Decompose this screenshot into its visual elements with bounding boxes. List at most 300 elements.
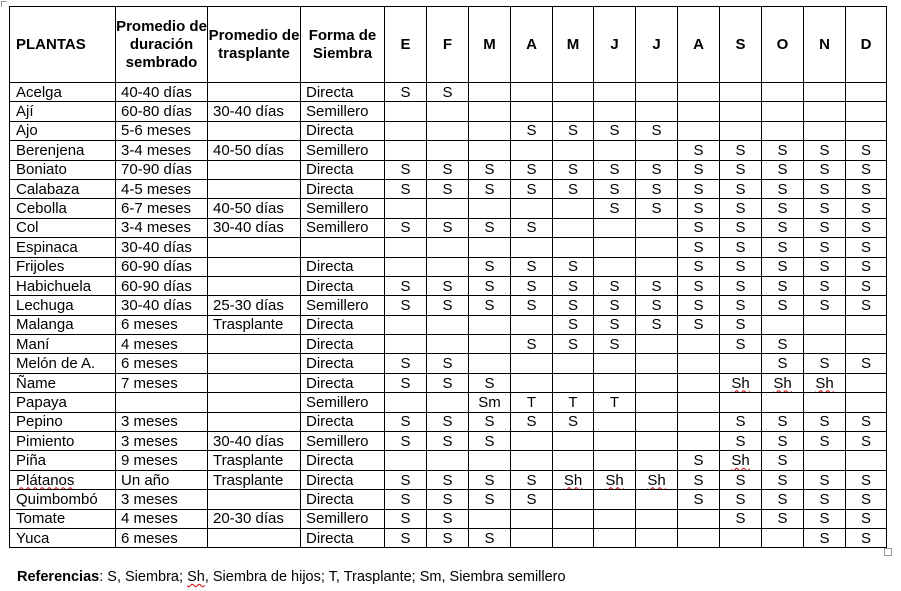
- month-cell-text: S: [777, 413, 788, 431]
- duration-cell-text: 9 meses: [121, 452, 178, 470]
- month-cell-text: S: [819, 141, 830, 159]
- method-cell-text: Directa: [306, 316, 354, 334]
- month-cell-text: S: [777, 277, 788, 295]
- month-cell-text: Sh: [773, 374, 792, 392]
- duration-cell-text: 5-6 meses: [121, 122, 192, 140]
- month-cell: [553, 528, 594, 547]
- month-cell-text: S: [860, 529, 871, 547]
- month-cell: [720, 354, 762, 373]
- month-cell: [636, 393, 678, 412]
- month-cell: [553, 179, 594, 198]
- month-cell: [846, 121, 887, 140]
- month-cell: [678, 528, 720, 547]
- month-cell: [720, 335, 762, 354]
- month-cell-text: S: [651, 296, 662, 314]
- month-cell-text: S: [819, 490, 830, 508]
- month-cell: [427, 354, 469, 373]
- month-cell: [720, 179, 762, 198]
- month-cell: [385, 102, 427, 121]
- month-cell-text: S: [819, 200, 830, 218]
- month-cell-text: S: [609, 316, 620, 334]
- month-cell: [846, 199, 887, 218]
- month-cell-text: S: [609, 122, 620, 140]
- month-cell: [804, 393, 846, 412]
- month-cell-text: S: [860, 258, 871, 276]
- month-cell-text: S: [442, 471, 453, 489]
- month-cell: [678, 354, 720, 373]
- header-plants: PLANTAS: [10, 7, 116, 83]
- month-cell: [469, 102, 511, 121]
- month-cell: [720, 490, 762, 509]
- plant-name-cell: [10, 490, 116, 509]
- month-cell: [636, 218, 678, 237]
- plant-name-cell: [10, 238, 116, 257]
- month-cell-text: S: [777, 238, 788, 256]
- month-cell-text: S: [777, 510, 788, 528]
- plant-name-cell: [10, 179, 116, 198]
- month-cell: [385, 179, 427, 198]
- month-cell: [427, 335, 469, 354]
- month-cell: [762, 218, 804, 237]
- month-cell: [511, 432, 553, 451]
- month-cell: [469, 257, 511, 276]
- table-move-handle[interactable]: [1, 1, 7, 7]
- month-cell: [594, 470, 636, 489]
- month-cell-text: S: [484, 374, 495, 392]
- month-cell: [678, 179, 720, 198]
- transplant-cell: [208, 121, 301, 140]
- month-cell-text: S: [526, 180, 537, 198]
- month-cell-text: S: [819, 277, 830, 295]
- header-month: E: [385, 7, 427, 83]
- month-cell: [636, 83, 678, 102]
- plant-name-cell: [10, 296, 116, 315]
- table-row: [10, 412, 887, 431]
- month-cell: [636, 179, 678, 198]
- month-cell-text: S: [693, 141, 704, 159]
- month-cell: [678, 509, 720, 528]
- month-cell: [511, 451, 553, 470]
- month-cell: [804, 373, 846, 392]
- month-cell: [385, 141, 427, 160]
- transplant-cell-text: 30-40 días: [213, 103, 284, 121]
- month-cell: [720, 315, 762, 334]
- month-cell-text: S: [735, 161, 746, 179]
- month-cell-text: S: [735, 141, 746, 159]
- month-cell-text: S: [735, 180, 746, 198]
- plant-name-cell-text: Habichuela: [16, 277, 92, 295]
- month-cell-text: S: [777, 180, 788, 198]
- month-cell: [762, 315, 804, 334]
- table-row: [10, 470, 887, 489]
- month-cell-text: S: [567, 335, 578, 353]
- month-cell-text: S: [526, 122, 537, 140]
- month-cell-text: S: [735, 432, 746, 450]
- plant-name-cell-text: Boniato: [16, 161, 67, 179]
- month-cell: [804, 218, 846, 237]
- month-cell: [720, 528, 762, 547]
- month-cell: [511, 373, 553, 392]
- month-cell: [511, 470, 553, 489]
- month-cell-text: S: [693, 316, 704, 334]
- month-cell: [846, 451, 887, 470]
- month-cell-text: S: [400, 355, 411, 373]
- month-cell: [636, 490, 678, 509]
- month-cell: [594, 296, 636, 315]
- duration-cell-text: Un año: [121, 471, 170, 489]
- month-cell-text: S: [567, 296, 578, 314]
- month-cell-text: S: [651, 316, 662, 334]
- month-cell-text: S: [819, 180, 830, 198]
- plant-name-cell-text: Tomate: [16, 510, 66, 528]
- method-cell: [301, 238, 385, 257]
- transplant-cell-text: 40-50 días: [213, 200, 284, 218]
- method-cell: [301, 276, 385, 295]
- method-cell: [301, 141, 385, 160]
- month-cell: [636, 296, 678, 315]
- month-cell-text: S: [735, 316, 746, 334]
- month-cell: [720, 141, 762, 160]
- month-cell: [594, 490, 636, 509]
- month-cell: [804, 102, 846, 121]
- month-cell-text: S: [819, 258, 830, 276]
- header-row: [10, 7, 887, 83]
- month-cell: [511, 238, 553, 257]
- month-cell: [553, 315, 594, 334]
- month-cell-text: S: [567, 258, 578, 276]
- header-month: M: [469, 7, 511, 83]
- month-cell: [511, 315, 553, 334]
- month-cell: [553, 509, 594, 528]
- transplant-cell: [208, 354, 301, 373]
- month-cell: [511, 218, 553, 237]
- month-cell: [469, 160, 511, 179]
- month-cell-text: S: [651, 200, 662, 218]
- duration-cell-text: 6 meses: [121, 529, 178, 547]
- month-cell: [427, 276, 469, 295]
- month-cell: [594, 238, 636, 257]
- plant-name-cell: [10, 160, 116, 179]
- month-cell: [553, 470, 594, 489]
- month-cell: [804, 490, 846, 509]
- plant-name-cell-text: Lechuga: [16, 296, 74, 314]
- month-cell: [720, 83, 762, 102]
- month-cell-text: S: [777, 335, 788, 353]
- month-cell: [469, 354, 511, 373]
- transplant-cell-text: 20-30 días: [213, 510, 284, 528]
- month-cell: [469, 238, 511, 257]
- month-cell-text: S: [819, 238, 830, 256]
- month-cell: [385, 354, 427, 373]
- month-cell: [636, 199, 678, 218]
- month-cell: [636, 335, 678, 354]
- month-cell: [804, 470, 846, 489]
- transplant-cell-text: Trasplante: [213, 471, 284, 489]
- table-resize-handle[interactable]: [884, 548, 892, 556]
- transplant-cell: [208, 451, 301, 470]
- month-cell: [636, 160, 678, 179]
- transplant-cell: [208, 179, 301, 198]
- month-cell: [762, 238, 804, 257]
- table-row: [10, 393, 887, 412]
- table-row: [10, 354, 887, 373]
- month-cell-text: S: [735, 510, 746, 528]
- transplant-cell-text: Trasplante: [213, 316, 284, 334]
- month-cell-text: S: [693, 490, 704, 508]
- month-cell-text: S: [609, 277, 620, 295]
- month-cell: [553, 296, 594, 315]
- plant-name-cell: [10, 412, 116, 431]
- month-cell: [427, 315, 469, 334]
- month-cell: [678, 335, 720, 354]
- plant-name-cell: [10, 432, 116, 451]
- month-cell-text: S: [400, 296, 411, 314]
- month-cell: [594, 141, 636, 160]
- month-cell-text: S: [651, 180, 662, 198]
- month-cell: [846, 335, 887, 354]
- month-cell: [846, 141, 887, 160]
- month-cell-text: S: [693, 180, 704, 198]
- duration-cell: [116, 315, 208, 334]
- month-cell-text: S: [860, 471, 871, 489]
- month-cell: [553, 218, 594, 237]
- month-cell: [427, 160, 469, 179]
- month-cell-text: S: [400, 413, 411, 431]
- month-cell-text: S: [442, 490, 453, 508]
- duration-cell-text: 6 meses: [121, 316, 178, 334]
- month-cell: [678, 432, 720, 451]
- month-cell: [804, 432, 846, 451]
- month-cell-text: S: [484, 296, 495, 314]
- transplant-cell: [208, 296, 301, 315]
- plant-name-cell-text: Ajo: [16, 122, 38, 140]
- month-cell-text: S: [400, 490, 411, 508]
- month-cell-text: S: [526, 296, 537, 314]
- month-cell: [594, 179, 636, 198]
- duration-cell-text: 4 meses: [121, 335, 178, 353]
- month-cell: [553, 335, 594, 354]
- duration-cell: [116, 528, 208, 547]
- month-cell: [427, 296, 469, 315]
- month-cell-text: S: [567, 413, 578, 431]
- month-cell: [804, 335, 846, 354]
- month-cell: [511, 528, 553, 547]
- table-row: [10, 257, 887, 276]
- month-cell-text: S: [860, 510, 871, 528]
- method-cell: [301, 121, 385, 140]
- transplant-cell: [208, 335, 301, 354]
- duration-cell-text: 30-40 días: [121, 238, 192, 256]
- month-cell: [846, 218, 887, 237]
- method-cell-text: Directa: [306, 161, 354, 179]
- month-cell-text: S: [526, 277, 537, 295]
- month-cell: [427, 490, 469, 509]
- month-cell: [594, 218, 636, 237]
- month-cell: [720, 276, 762, 295]
- month-cell: [762, 199, 804, 218]
- month-cell-text: S: [860, 355, 871, 373]
- month-cell: [469, 509, 511, 528]
- month-cell-text: S: [484, 471, 495, 489]
- month-cell: [427, 199, 469, 218]
- method-cell-text: Directa: [306, 335, 354, 353]
- month-cell: [427, 218, 469, 237]
- method-cell: [301, 528, 385, 547]
- duration-cell: [116, 257, 208, 276]
- month-cell: [594, 160, 636, 179]
- method-cell-text: Directa: [306, 258, 354, 276]
- plant-name-cell: [10, 470, 116, 489]
- month-cell: [553, 451, 594, 470]
- header-month: J: [636, 7, 678, 83]
- month-cell: [385, 335, 427, 354]
- month-cell: [427, 257, 469, 276]
- month-cell: [385, 160, 427, 179]
- month-cell-text: S: [442, 413, 453, 431]
- month-cell-text: S: [400, 471, 411, 489]
- month-cell-text: S: [693, 452, 704, 470]
- method-cell-text: Semillero: [306, 219, 369, 237]
- method-cell-text: Semillero: [306, 432, 369, 450]
- month-cell: [636, 509, 678, 528]
- month-cell-text: S: [777, 471, 788, 489]
- month-cell: [469, 315, 511, 334]
- month-cell-text: S: [400, 374, 411, 392]
- month-cell-text: S: [735, 219, 746, 237]
- month-cell: [678, 160, 720, 179]
- references-note: [17, 569, 566, 585]
- month-cell: [553, 432, 594, 451]
- month-cell: [469, 373, 511, 392]
- transplant-cell: [208, 393, 301, 412]
- month-cell-text: S: [777, 432, 788, 450]
- plant-name-cell-text: Frijoles: [16, 258, 65, 276]
- month-cell: [511, 354, 553, 373]
- month-cell: [636, 528, 678, 547]
- table-row: [10, 296, 887, 315]
- method-cell: [301, 296, 385, 315]
- month-cell: [846, 315, 887, 334]
- month-cell-text: S: [442, 529, 453, 547]
- month-cell-text: S: [819, 510, 830, 528]
- month-cell-text: S: [735, 413, 746, 431]
- transplant-cell: [208, 199, 301, 218]
- duration-cell: [116, 373, 208, 392]
- month-cell-text: S: [567, 277, 578, 295]
- month-cell-text: S: [693, 471, 704, 489]
- month-cell-text: S: [693, 258, 704, 276]
- month-cell-text: S: [484, 258, 495, 276]
- plant-name-cell: [10, 451, 116, 470]
- method-cell-text: Directa: [306, 83, 354, 101]
- duration-cell: [116, 393, 208, 412]
- month-cell-text: S: [442, 510, 453, 528]
- method-cell: [301, 102, 385, 121]
- duration-cell: [116, 218, 208, 237]
- month-cell: [678, 238, 720, 257]
- table-row: [10, 121, 887, 140]
- month-cell: [762, 160, 804, 179]
- transplant-cell-text: 30-40 días: [213, 219, 284, 237]
- month-cell: [804, 528, 846, 547]
- month-cell: [762, 490, 804, 509]
- month-cell: [678, 393, 720, 412]
- month-cell: [511, 509, 553, 528]
- month-cell: [553, 257, 594, 276]
- month-cell: [846, 432, 887, 451]
- month-cell: [469, 296, 511, 315]
- duration-cell-text: 7 meses: [121, 374, 178, 392]
- plant-name-cell-text: Piña: [16, 452, 47, 470]
- month-cell: [846, 238, 887, 257]
- transplant-cell: [208, 218, 301, 237]
- plant-name-cell-text: Papaya: [16, 393, 67, 411]
- month-cell: [385, 83, 427, 102]
- month-cell-text: Sh: [731, 452, 750, 470]
- month-cell: [553, 238, 594, 257]
- month-cell-text: S: [777, 490, 788, 508]
- header-month: N: [804, 7, 846, 83]
- method-cell: [301, 218, 385, 237]
- table-row: [10, 238, 887, 257]
- month-cell: [553, 373, 594, 392]
- duration-cell: [116, 102, 208, 121]
- month-cell: [594, 276, 636, 295]
- month-cell-text: S: [526, 258, 537, 276]
- plant-name-cell: [10, 509, 116, 528]
- month-cell-text: S: [526, 219, 537, 237]
- month-cell: [846, 179, 887, 198]
- method-cell: [301, 179, 385, 198]
- month-cell-text: S: [651, 122, 662, 140]
- plant-name-cell: [10, 218, 116, 237]
- plant-name-cell: [10, 528, 116, 547]
- month-cell-text: S: [442, 374, 453, 392]
- plant-name-cell-text: Yuca: [16, 529, 50, 547]
- month-cell: [636, 412, 678, 431]
- month-cell: [636, 102, 678, 121]
- month-cell: [762, 528, 804, 547]
- header-month: A: [678, 7, 720, 83]
- month-cell: [804, 509, 846, 528]
- table-row: [10, 276, 887, 295]
- month-cell-text: S: [735, 296, 746, 314]
- month-cell: [804, 199, 846, 218]
- plant-name-cell-text: Berenjena: [16, 141, 85, 159]
- month-cell-text: S: [609, 180, 620, 198]
- method-cell: [301, 83, 385, 102]
- month-cell-text: S: [777, 355, 788, 373]
- month-cell: [762, 276, 804, 295]
- duration-cell-text: 6-7 meses: [121, 200, 192, 218]
- duration-cell-text: 60-80 días: [121, 103, 192, 121]
- duration-cell: [116, 451, 208, 470]
- table-row: [10, 102, 887, 121]
- duration-cell-text: 60-90 días: [121, 277, 192, 295]
- month-cell-text: S: [442, 83, 453, 101]
- month-cell-text: S: [400, 277, 411, 295]
- plant-name-cell: [10, 393, 116, 412]
- transplant-cell: [208, 102, 301, 121]
- month-cell-text: S: [400, 219, 411, 237]
- month-cell: [678, 470, 720, 489]
- header-month: F: [427, 7, 469, 83]
- month-cell: [385, 276, 427, 295]
- method-cell-text: Directa: [306, 277, 354, 295]
- plant-name-cell-text: Pimiento: [16, 432, 75, 450]
- month-cell: [678, 373, 720, 392]
- month-cell: [678, 315, 720, 334]
